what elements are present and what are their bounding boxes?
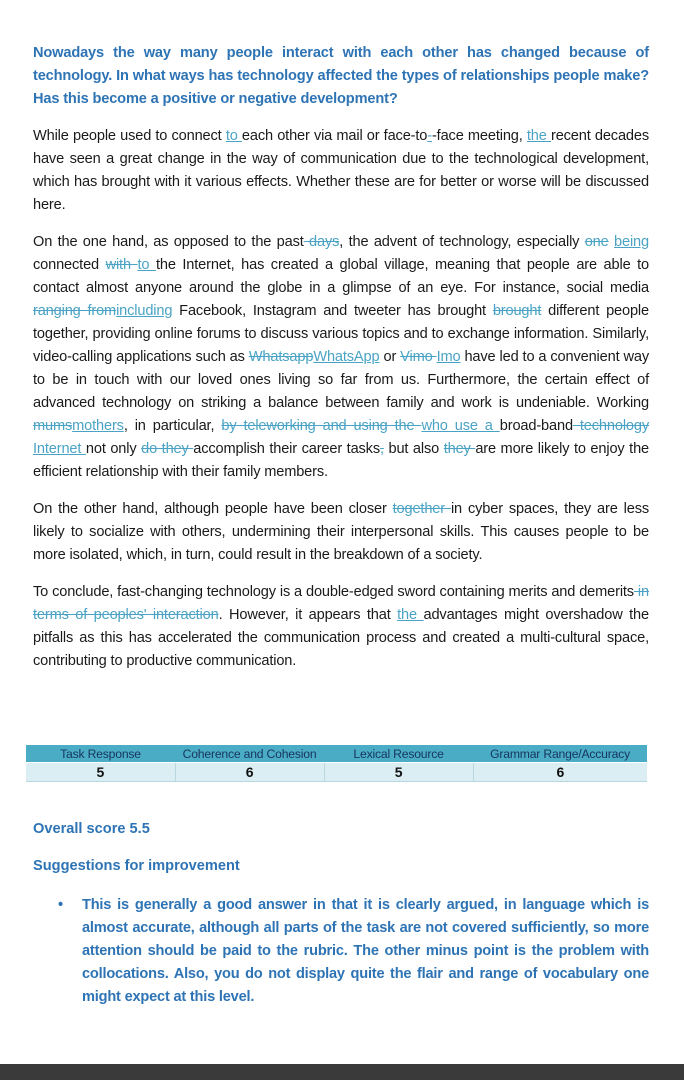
deleted-text: in terms of peoples' interaction <box>33 584 649 623</box>
essay-text: broad-band <box>499 418 573 434</box>
suggestions-list <box>58 894 649 1009</box>
essay-paragraph <box>33 581 649 673</box>
inserted-text: including <box>116 303 173 319</box>
score-coherence-cohesion: 6 <box>175 763 324 782</box>
overall-score: Overall score 5.5 <box>33 821 150 837</box>
essay-text: different people together, providing online forums to discuss various topics and to exchange information. Similarly, video-calling applications such as <box>33 303 649 365</box>
score-lexical-resource: 5 <box>324 763 473 782</box>
deleted-text: Whatsapp <box>248 349 314 365</box>
bottom-toolbar <box>0 1064 684 1080</box>
inserted-text: to <box>225 128 242 144</box>
inserted-text: who use a <box>421 418 500 434</box>
essay-text: not only <box>85 441 142 457</box>
essay-text: -face meeting, <box>431 128 527 144</box>
inserted-text: WhatsApp <box>313 349 380 365</box>
essay-text: . However, it appears that <box>218 607 398 623</box>
essay-text: each other via mail or face-to <box>241 128 428 144</box>
essay-text: On the other hand, although people have been closer <box>33 501 393 517</box>
score-value-row <box>26 763 647 782</box>
header-grammar-range-accuracy: Grammar Range/Accuracy <box>473 745 647 763</box>
essay-text: recent decades have seen a great change in the way of communication due to the technological development, which has brought with it various effects. Whether these are for better or worse will be discussed here. <box>33 128 650 213</box>
essay-paragraph <box>33 498 649 567</box>
essay-text: or <box>379 349 401 365</box>
suggestion-item <box>58 894 649 1009</box>
deleted-text: technology <box>572 418 649 434</box>
inserted-text: - <box>427 128 432 144</box>
inserted-text: being <box>614 234 649 250</box>
deleted-text: they <box>443 441 476 457</box>
essay-text: in cyber spaces, they are less likely to socialize with others, undermining their interpersonal skills. This causes people to be more isolated, which, in turn, could result in the breakdown of a society. <box>33 501 649 563</box>
inserted-text: the <box>526 128 551 144</box>
inserted-text: Internet <box>33 441 86 457</box>
document-page <box>33 42 649 687</box>
essay-text: Facebook, Instagram and tweeter has brought <box>172 303 493 319</box>
deleted-text: Vimo <box>400 349 437 365</box>
inserted-text: mothers <box>72 418 124 434</box>
essay-text: While people used to connect <box>33 128 226 144</box>
header-coherence-cohesion: Coherence and Cohesion <box>175 745 324 763</box>
essay-body <box>33 125 649 673</box>
deleted-text: by teleworking and using the <box>221 418 422 434</box>
deleted-text: days <box>303 234 340 250</box>
inserted-text: Imo <box>436 349 461 365</box>
inserted-text: the <box>397 607 424 623</box>
task-prompt: Nowadays the way many people interact with each other has changed because of technology. In what ways has technology affected the types of relationships people make? Has this become a positive or negative development? <box>33 45 649 107</box>
essay-text: are more likely to enjoy the efficient relationship with their family members. <box>33 441 649 480</box>
essay-text: but also <box>383 441 444 457</box>
header-lexical-resource: Lexical Resource <box>324 745 473 763</box>
deleted-text: one <box>584 234 609 250</box>
deleted-text: with <box>105 257 138 273</box>
essay-text: On the one hand, as opposed to the past <box>33 234 304 250</box>
score-header-row <box>26 745 647 763</box>
essay-text: have led to a convenient way to be in touch with our loved ones living so far from us. Furthermore, the certain effect of advanced technology on striking a balance between family and work is undeniable. Working <box>33 349 649 411</box>
suggestion-text: This is generally a good answer in that it is clearly argued, in language which is almost accurate, although all parts of the task are not covered sufficiently, so more attention should be paid to the rubric. The other minus point is the problem with collocations. Also, you do not display quite the flair and range of vocabulary one might expect at this level. <box>82 897 649 1005</box>
suggestions-heading: Suggestions for improvement <box>33 858 240 874</box>
essay-text: the Internet, has created a global village, meaning that people are able to contact almost anyone around the globe in a glimpse of an eye. For instance, social media <box>33 257 649 296</box>
deleted-text: do they <box>141 441 194 457</box>
inserted-text: to <box>137 257 156 273</box>
bullet-icon: • <box>58 897 63 913</box>
deleted-text: mums <box>33 418 73 434</box>
deleted-text: together <box>392 501 451 517</box>
essay-text: accomplish their career tasks <box>193 441 380 457</box>
essay-text: To conclude, fast-changing technology is a double-edged sword containing merits and demerits <box>33 584 634 600</box>
score-table <box>26 745 647 782</box>
essay-paragraph <box>33 231 649 484</box>
essay-text: connected <box>33 257 106 273</box>
deleted-text: , <box>379 441 384 457</box>
score-task-response: 5 <box>26 763 175 782</box>
score-grammar-range-accuracy: 6 <box>473 763 647 782</box>
deleted-text: ranging from <box>33 303 117 319</box>
deleted-text: brought <box>492 303 542 319</box>
header-task-response: Task Response <box>26 745 175 763</box>
essay-text: advantages might overshadow the pitfalls as this has accelerated the communication process and created a multi-cultural space, contributing to productive communication. <box>33 607 649 669</box>
essay-paragraph <box>33 125 649 217</box>
essay-text: , in particular, <box>123 418 222 434</box>
essay-text: , the advent of technology, especially <box>339 234 585 250</box>
